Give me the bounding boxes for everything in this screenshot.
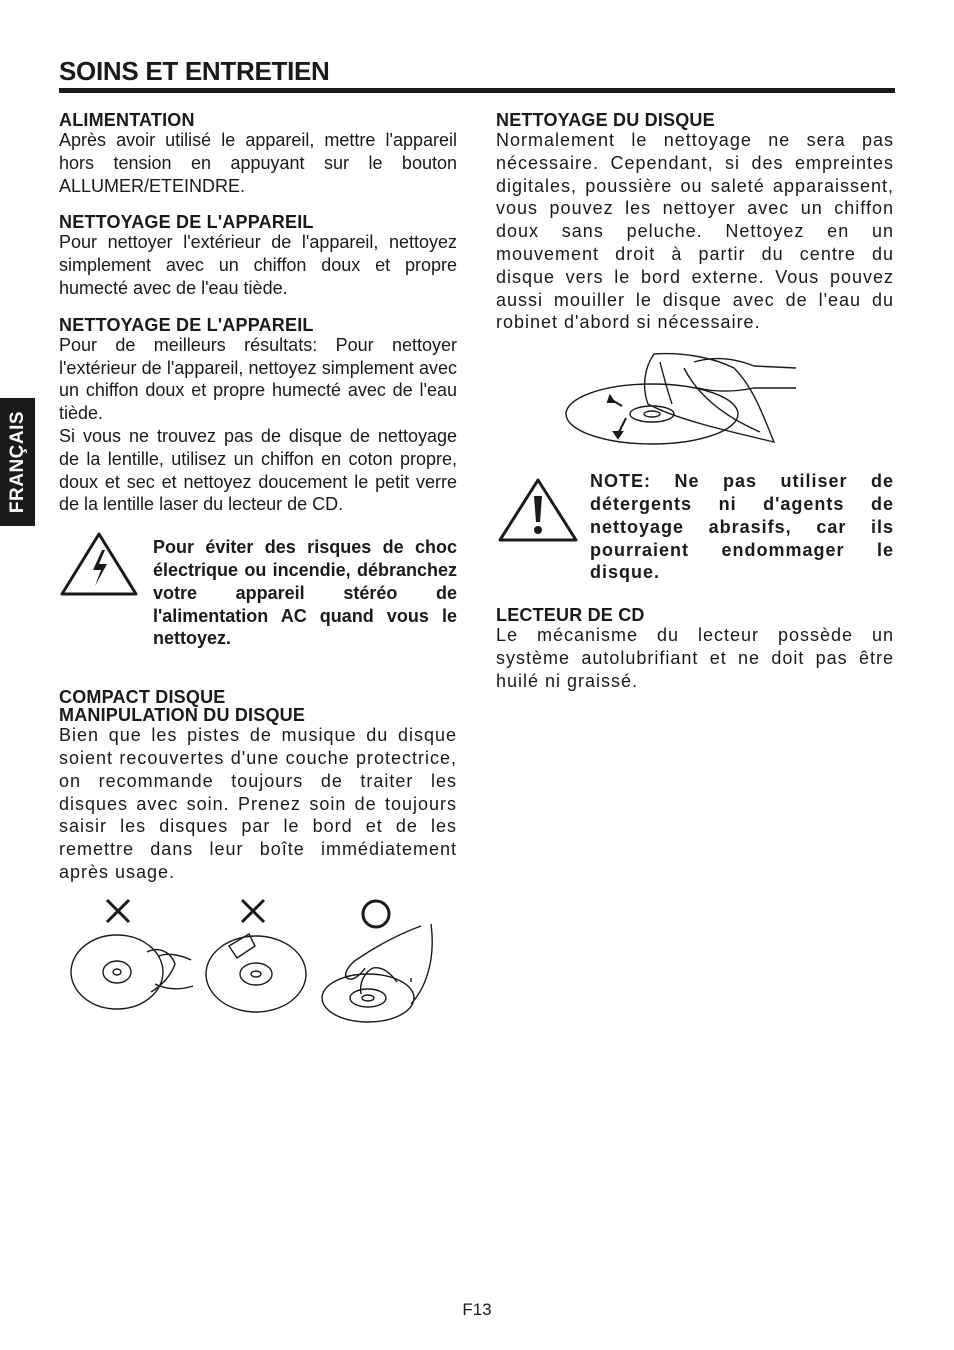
caution-icon bbox=[496, 474, 580, 546]
disc-handling-illustration bbox=[59, 894, 439, 1024]
electric-warning bbox=[59, 536, 457, 650]
disc-center bbox=[630, 406, 674, 422]
wrong-handling-x-icon bbox=[107, 900, 129, 922]
note-warning bbox=[496, 470, 894, 584]
section-nettoyage-appareil-2 bbox=[59, 316, 457, 516]
disc-cleaning-illustration bbox=[564, 348, 864, 458]
page-number: F13 bbox=[462, 1300, 492, 1319]
text-nettoyage-appareil-1: Pour nettoyer l'extérieur de l'appareil, nettoyez simplement avec un chiffon doux et propre humecté avec de l'eau tiède. bbox=[59, 232, 457, 298]
title-rule bbox=[59, 88, 895, 93]
wrong-sticker-x-icon bbox=[242, 900, 264, 922]
disc-held-flat-icon bbox=[71, 935, 193, 1009]
heading-alimentation: ALIMENTATION bbox=[59, 110, 195, 130]
text-lecteur-cd: Le mécanisme du lecteur possède un système autolubrifiant et ne doit pas être huilé ni graissé. bbox=[496, 625, 894, 691]
heading-compact-disque: COMPACT DISQUE bbox=[59, 687, 226, 708]
heading-nettoyage-appareil-1: NETTOYAGE DE L'APPAREIL bbox=[59, 212, 314, 233]
electric-warning-text: Pour éviter des risques de choc électrique ou incendie, débranchez votre appareil stéréo de l'alimentation AC quand vous le nettoyez. bbox=[153, 537, 457, 649]
heading-manipulation-disque: MANIPULATION DU DISQUE bbox=[59, 705, 306, 726]
text-alimentation: Après avoir utilisé le appareil, mettre l'appareil hors tension en appuyant sur le bouton ALLUMER/ETEINDRE. bbox=[59, 130, 457, 196]
text-nettoyage-disque: Normalement le nettoyage ne sera pas nécessaire. Cependant, si des empreintes digitales, poussière ou saleté apparaissent, vous pouvez les nettoyer avec un chiffon doux sans peluche. Nettoyez en un mouvement droit à partir du centre du disque vers le bord externe. Vous pouvez aussi mouiller le disque avec de l'eau du robinet d'abord si nécessaire. bbox=[496, 130, 894, 333]
left-column bbox=[59, 111, 457, 1029]
heading-nettoyage-disque: NETTOYAGE DU DISQUE bbox=[496, 110, 715, 130]
section-nettoyage-disque bbox=[496, 111, 894, 334]
heading-nettoyage-appareil-2: NETTOYAGE DE L'APPAREIL bbox=[59, 314, 314, 335]
language-tab-label: FRANÇAIS bbox=[6, 410, 28, 514]
text-lens-cleaning: Si vous ne trouvez pas de disque de nettoyage de la lentille, utilisez un chiffon en coton propre, doux et sec et nettoyez doucement le petit verre de la lentille laser du lecteur de CD. bbox=[59, 425, 457, 515]
wiping-hand bbox=[694, 359, 796, 391]
disc-held-by-edge-icon bbox=[322, 924, 432, 1022]
electric-shock-warning-icon bbox=[59, 528, 139, 598]
correct-handling-circle-icon bbox=[363, 901, 389, 927]
heading-lecteur-cd: LECTEUR DE CD bbox=[496, 605, 645, 626]
text-nettoyage-appareil-2: Pour de meilleurs résultats: Pour nettoyer l'extérieur de l'appareil, nettoyez simplement avec un chiffon doux et propre humecté avec de l'eau tiède. bbox=[59, 334, 457, 424]
disc-outline bbox=[566, 384, 738, 444]
section-nettoyage-appareil-1 bbox=[59, 213, 457, 299]
cleaning-cloth bbox=[645, 354, 774, 442]
section-lecteur-cd bbox=[496, 606, 894, 692]
section-alimentation bbox=[59, 111, 457, 197]
section-compact-disque bbox=[59, 688, 457, 884]
right-column bbox=[496, 111, 894, 693]
note-text: NOTE: Ne pas utiliser de détergents ni d'agents de nettoyage abrasifs, car ils pourraient endommager le disque. bbox=[590, 471, 894, 583]
language-tab bbox=[0, 398, 35, 526]
text-manipulation-disque: Bien que les pistes de musique du disque soient recouvertes d'une couche protectrice, on recommande toujours de traiter les disques avec soin. Prenez soin de toujours saisir les disques par le bord et de les remettre dans leur boîte immédiatement après usage. bbox=[59, 725, 457, 882]
page-title: SOINS ET ENTRETIEN bbox=[59, 56, 330, 86]
disc-with-sticker-icon bbox=[206, 934, 306, 1012]
wipe-direction-arrows-icon bbox=[608, 396, 626, 438]
